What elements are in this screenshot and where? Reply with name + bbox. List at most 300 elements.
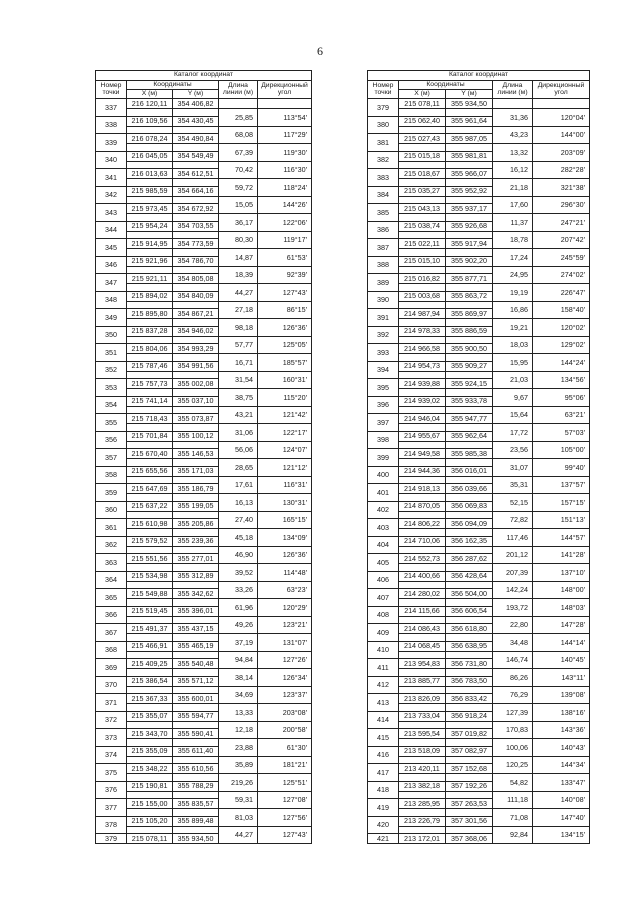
line-length: 15,64 (493, 406, 533, 424)
empty-cell (446, 249, 493, 257)
table-row (368, 161, 590, 169)
line-length: 35,31 (493, 476, 533, 494)
direction-angle: 148°00' (533, 581, 590, 599)
point-y: 355 171,03 (173, 466, 219, 476)
empty-cell (399, 546, 446, 554)
point-x: 213 595,54 (399, 729, 446, 739)
point-y: 355 037,10 (173, 396, 219, 406)
table-row (96, 266, 312, 274)
direction-angle: 125°51' (258, 774, 312, 792)
empty-cell (127, 791, 173, 799)
point-x: 215 837,28 (127, 326, 173, 336)
empty-cell (127, 336, 173, 344)
empty-cell (446, 214, 493, 222)
line-length: 61,96 (219, 599, 258, 617)
point-x: 214 918,13 (399, 484, 446, 494)
empty-cell (127, 826, 173, 834)
empty-cell (173, 739, 219, 747)
empty-cell (127, 354, 173, 362)
point-y: 354 490,84 (173, 134, 219, 144)
point-y: 355 962,64 (446, 431, 493, 441)
direction-angle: 144°00' (533, 126, 590, 144)
direction-angle: 144°57' (533, 529, 590, 547)
direction-angle: 321°38' (533, 179, 590, 197)
point-number: 400 (368, 466, 399, 484)
point-y: 354 840,09 (173, 291, 219, 301)
direction-angle: 203°08' (258, 704, 312, 722)
empty-cell (399, 581, 446, 589)
empty-cell (127, 266, 173, 274)
table-row (96, 494, 312, 502)
table-row (368, 214, 590, 222)
table-row (368, 494, 590, 502)
point-number: 370 (96, 676, 127, 694)
table-row (96, 809, 312, 817)
table-title: Каталог координат (96, 71, 312, 81)
line-length: 31,06 (219, 424, 258, 442)
table-row (368, 336, 590, 344)
point-y: 357 019,82 (446, 729, 493, 739)
table-row (96, 319, 312, 327)
line-length: 23,88 (219, 739, 258, 757)
point-x: 215 015,10 (399, 256, 446, 266)
empty-cell (399, 651, 446, 659)
empty-cell (173, 529, 219, 537)
direction-angle: 86°15' (258, 301, 312, 319)
point-y: 354 867,21 (173, 309, 219, 319)
empty-cell (446, 476, 493, 484)
point-number: 358 (96, 466, 127, 484)
direction-angle: 120°29' (258, 599, 312, 617)
line-length: 18,03 (493, 336, 533, 354)
point-x: 214 987,94 (399, 309, 446, 319)
table-row (96, 459, 312, 467)
point-x: 215 027,43 (399, 134, 446, 144)
line-length: 11,37 (493, 214, 533, 232)
point-number: 379 (96, 834, 127, 844)
empty-cell (173, 214, 219, 222)
line-length: 16,13 (219, 494, 258, 512)
direction-angle: 114°48' (258, 564, 312, 582)
point-number: 391 (368, 309, 399, 327)
point-x: 215 637,22 (127, 501, 173, 511)
table-row (368, 651, 590, 659)
point-x: 214 954,73 (399, 361, 446, 371)
empty-cell (173, 599, 219, 607)
point-y: 355 933,78 (446, 396, 493, 406)
empty-cell (446, 529, 493, 537)
direction-angle: 113°54' (258, 109, 312, 127)
direction-angle: 127°08' (258, 791, 312, 809)
point-x: 215 519,45 (127, 606, 173, 616)
empty-cell (173, 634, 219, 642)
empty-cell (127, 634, 173, 642)
empty-cell (399, 616, 446, 624)
empty-cell (399, 774, 446, 782)
line-length: 15,95 (493, 354, 533, 372)
point-number: 350 (96, 326, 127, 344)
empty-cell (127, 371, 173, 379)
empty-cell (173, 494, 219, 502)
empty-cell (173, 459, 219, 467)
point-y: 355 571,12 (173, 676, 219, 686)
table-row (368, 249, 590, 257)
line-length: 59,72 (219, 179, 258, 197)
empty-cell (446, 389, 493, 397)
point-x: 215 579,52 (127, 536, 173, 546)
empty-cell (399, 459, 446, 467)
direction-angle: 119°30' (258, 144, 312, 162)
point-x: 215 894,02 (127, 291, 173, 301)
empty-cell (173, 651, 219, 659)
point-y: 355 917,94 (446, 239, 493, 249)
direction-angle: 139°08' (533, 686, 590, 704)
direction-angle: 203°09' (533, 144, 590, 162)
empty-cell (399, 704, 446, 712)
line-length: 38,14 (219, 669, 258, 687)
point-y: 355 985,38 (446, 449, 493, 459)
point-y: 355 600,01 (173, 694, 219, 704)
point-y: 355 437,15 (173, 624, 219, 634)
point-x: 215 549,88 (127, 589, 173, 599)
point-x: 215 043,13 (399, 204, 446, 214)
direction-angle: 130°31' (258, 494, 312, 512)
point-x: 214 806,22 (399, 519, 446, 529)
point-y: 354 664,16 (173, 186, 219, 196)
empty-cell (446, 686, 493, 694)
table-row (96, 109, 312, 117)
point-number: 357 (96, 449, 127, 467)
point-number: 420 (368, 816, 399, 834)
point-number: 410 (368, 641, 399, 659)
line-length: 31,36 (493, 109, 533, 127)
direction-angle: 144°14' (533, 634, 590, 652)
table-row (368, 774, 590, 782)
direction-angle: 121°12' (258, 459, 312, 477)
empty-cell (173, 546, 219, 554)
point-number: 344 (96, 221, 127, 239)
direction-angle: 282°28' (533, 161, 590, 179)
point-y: 355 934,50 (173, 834, 219, 844)
empty-cell (446, 756, 493, 764)
header-direction-angle: Дирекционный угол (258, 81, 312, 99)
empty-cell (258, 99, 312, 109)
empty-cell (127, 529, 173, 537)
table-row (368, 756, 590, 764)
line-length: 34,48 (493, 634, 533, 652)
point-x: 215 757,73 (127, 379, 173, 389)
point-x: 216 120,11 (127, 99, 173, 109)
point-number: 364 (96, 571, 127, 589)
table-row (96, 511, 312, 519)
empty-cell (127, 249, 173, 257)
empty-cell (127, 424, 173, 432)
point-x: 216 109,56 (127, 116, 173, 126)
point-number: 378 (96, 816, 127, 834)
point-number: 383 (368, 169, 399, 187)
point-y: 355 926,68 (446, 221, 493, 231)
table-row (96, 214, 312, 222)
point-number: 399 (368, 449, 399, 467)
empty-cell (173, 266, 219, 274)
empty-cell (399, 196, 446, 204)
table-row (368, 616, 590, 624)
line-length: 35,89 (219, 756, 258, 774)
empty-cell (127, 599, 173, 607)
line-length: 70,42 (219, 161, 258, 179)
point-x: 215 647,69 (127, 484, 173, 494)
point-number: 369 (96, 659, 127, 677)
direction-angle: 122°06' (258, 214, 312, 232)
point-number: 392 (368, 326, 399, 344)
line-length: 68,08 (219, 126, 258, 144)
point-x: 215 022,11 (399, 239, 446, 249)
empty-cell (173, 144, 219, 152)
point-x: 215 921,96 (127, 256, 173, 266)
line-length: 43,21 (219, 406, 258, 424)
line-length: 19,21 (493, 319, 533, 337)
table-row (368, 354, 590, 362)
point-y: 356 287,62 (446, 554, 493, 564)
line-length: 117,46 (493, 529, 533, 547)
point-y: 354 430,45 (173, 116, 219, 126)
point-y: 354 991,56 (173, 361, 219, 371)
empty-cell (173, 826, 219, 834)
empty-cell (446, 231, 493, 239)
empty-cell (173, 809, 219, 817)
table-row (368, 511, 590, 519)
point-y: 354 406,82 (173, 99, 219, 109)
point-x: 215 985,59 (127, 186, 173, 196)
table-row (368, 266, 590, 274)
line-length: 21,18 (493, 179, 533, 197)
empty-cell (173, 564, 219, 572)
point-number: 406 (368, 571, 399, 589)
table-row (96, 686, 312, 694)
point-number: 354 (96, 396, 127, 414)
point-y: 357 152,68 (446, 764, 493, 774)
point-y: 355 146,53 (173, 449, 219, 459)
point-number: 394 (368, 361, 399, 379)
point-number: 393 (368, 344, 399, 362)
empty-cell (446, 144, 493, 152)
point-number: 349 (96, 309, 127, 327)
point-number: 389 (368, 274, 399, 292)
direction-angle: 127°56' (258, 809, 312, 827)
point-number: 388 (368, 256, 399, 274)
line-length: 17,60 (493, 196, 533, 214)
line-length: 76,29 (493, 686, 533, 704)
point-y: 354 612,51 (173, 169, 219, 179)
point-number: 355 (96, 414, 127, 432)
direction-angle: 131°07' (258, 634, 312, 652)
table-row (368, 826, 590, 834)
empty-cell (127, 809, 173, 817)
point-y: 356 094,09 (446, 519, 493, 529)
line-length: 44,27 (219, 826, 258, 844)
point-y: 355 966,07 (446, 169, 493, 179)
point-number: 360 (96, 501, 127, 519)
point-x: 215 409,25 (127, 659, 173, 669)
point-number: 362 (96, 536, 127, 554)
point-x: 215 367,33 (127, 694, 173, 704)
empty-cell (127, 196, 173, 204)
point-number: 390 (368, 291, 399, 309)
point-number: 395 (368, 379, 399, 397)
direction-angle: 92°39' (258, 266, 312, 284)
point-x: 215 078,11 (399, 99, 446, 109)
point-x: 215 921,11 (127, 274, 173, 284)
point-y: 356 731,80 (446, 659, 493, 669)
point-y: 356 638,95 (446, 641, 493, 651)
line-length: 31,54 (219, 371, 258, 389)
direction-angle: 200°58' (258, 721, 312, 739)
empty-cell (127, 564, 173, 572)
point-x: 214 939,02 (399, 396, 446, 406)
table-row (368, 721, 590, 729)
direction-angle: 105°00' (533, 441, 590, 459)
point-y: 355 312,89 (173, 571, 219, 581)
point-number: 339 (96, 134, 127, 152)
point-x: 213 226,79 (399, 816, 446, 826)
point-number: 405 (368, 554, 399, 572)
empty-cell (399, 161, 446, 169)
empty-cell (127, 144, 173, 152)
line-length: 142,24 (493, 581, 533, 599)
direction-angle: 181°21' (258, 756, 312, 774)
table-row (96, 284, 312, 292)
direction-angle: 144°34' (533, 756, 590, 774)
direction-angle: 158°40' (533, 301, 590, 319)
point-number: 341 (96, 169, 127, 187)
table-row (368, 599, 590, 607)
empty-cell (399, 336, 446, 344)
empty-cell (173, 476, 219, 484)
empty-cell (127, 511, 173, 519)
point-number: 408 (368, 606, 399, 624)
line-length: 16,86 (493, 301, 533, 319)
point-x: 213 518,09 (399, 746, 446, 756)
direction-angle: 61°30' (258, 739, 312, 757)
point-x: 215 534,98 (127, 571, 173, 581)
point-number: 366 (96, 606, 127, 624)
table-row (96, 564, 312, 572)
line-length: 25,85 (219, 109, 258, 127)
empty-cell (399, 721, 446, 729)
point-number: 356 (96, 431, 127, 449)
point-number: 407 (368, 589, 399, 607)
point-y: 357 082,97 (446, 746, 493, 756)
point-y: 354 773,59 (173, 239, 219, 249)
direction-angle: 134°56' (533, 371, 590, 389)
point-y: 355 465,19 (173, 641, 219, 651)
empty-cell (127, 389, 173, 397)
table-row (368, 144, 590, 152)
point-number: 414 (368, 711, 399, 729)
table-row (96, 441, 312, 449)
line-length: 86,26 (493, 669, 533, 687)
empty-cell (446, 441, 493, 449)
line-length: 71,08 (493, 809, 533, 827)
point-number: 345 (96, 239, 127, 257)
line-length: 43,23 (493, 126, 533, 144)
empty-cell (173, 336, 219, 344)
empty-cell (173, 424, 219, 432)
line-length: 34,69 (219, 686, 258, 704)
point-y: 354 703,55 (173, 221, 219, 231)
empty-cell (446, 581, 493, 589)
table-row (368, 686, 590, 694)
empty-cell (446, 196, 493, 204)
point-x: 215 973,45 (127, 204, 173, 214)
point-number: 404 (368, 536, 399, 554)
line-length: 52,15 (493, 494, 533, 512)
point-x: 214 939,88 (399, 379, 446, 389)
line-length: 193,72 (493, 599, 533, 617)
empty-cell (446, 336, 493, 344)
point-x: 214 115,66 (399, 606, 446, 616)
point-x: 214 400,66 (399, 571, 446, 581)
direction-angle: 147°40' (533, 809, 590, 827)
line-length: 111,18 (493, 791, 533, 809)
line-length: 59,31 (219, 791, 258, 809)
table-row (368, 529, 590, 537)
table-row (368, 319, 590, 327)
point-x: 215 718,43 (127, 414, 173, 424)
point-y: 355 900,50 (446, 344, 493, 354)
empty-cell (446, 826, 493, 834)
empty-cell (173, 581, 219, 589)
point-y: 355 902,20 (446, 256, 493, 266)
point-y: 355 342,62 (173, 589, 219, 599)
table-row (96, 704, 312, 712)
point-x: 213 420,11 (399, 764, 446, 774)
point-y: 355 611,40 (173, 746, 219, 756)
table-row (368, 441, 590, 449)
line-length: 54,82 (493, 774, 533, 792)
point-y: 356 069,83 (446, 501, 493, 511)
line-length: 33,26 (219, 581, 258, 599)
table-row (96, 826, 312, 834)
direction-angle: 126°34' (258, 669, 312, 687)
line-length: 39,52 (219, 564, 258, 582)
table-row (96, 126, 312, 134)
point-y: 355 899,48 (173, 816, 219, 826)
table-row (96, 336, 312, 344)
point-number: 387 (368, 239, 399, 257)
point-y: 355 924,15 (446, 379, 493, 389)
empty-cell (173, 774, 219, 782)
empty-cell (446, 494, 493, 502)
point-x: 215 895,80 (127, 309, 173, 319)
point-x: 215 018,67 (399, 169, 446, 179)
point-y: 354 786,70 (173, 256, 219, 266)
empty-cell (399, 529, 446, 537)
empty-cell (399, 354, 446, 362)
point-y: 354 672,92 (173, 204, 219, 214)
empty-cell (173, 179, 219, 187)
point-number: 343 (96, 204, 127, 222)
header-direction-angle: Дирекционный угол (533, 81, 590, 99)
point-x: 215 610,98 (127, 519, 173, 529)
empty-cell (446, 459, 493, 467)
point-y: 355 788,29 (173, 781, 219, 791)
table-row (96, 599, 312, 607)
point-y: 355 002,08 (173, 379, 219, 389)
point-x: 215 105,20 (127, 816, 173, 826)
direction-angle: 143°11' (533, 669, 590, 687)
point-number: 396 (368, 396, 399, 414)
